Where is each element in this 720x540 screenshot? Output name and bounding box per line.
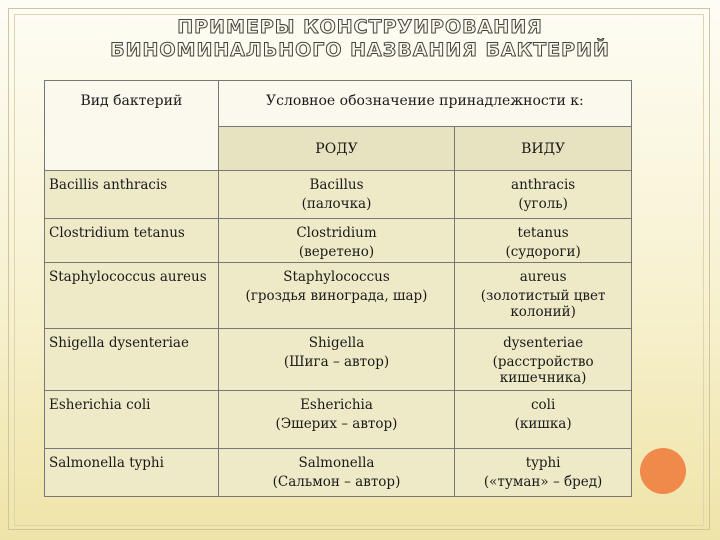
species-epithet-cell (455, 329, 632, 391)
species-cell: Staphylococcus aureus (45, 263, 219, 329)
genus-note: (гроздья винограда, шар) (245, 288, 428, 304)
genus-name: Shigella (308, 335, 365, 351)
table-row (45, 219, 632, 263)
genus-name: Staphylococcus (283, 269, 390, 285)
slide-title (40, 16, 680, 62)
species-epithet: tetanus (517, 225, 569, 241)
genus-note: (палочка) (301, 196, 372, 212)
species-epithet: dysenteriae (503, 335, 584, 351)
genus-cell (218, 171, 455, 219)
species-note: (кишка) (514, 416, 572, 432)
species-note: (расстройство кишечника) (492, 354, 594, 386)
genus-name: Bacillus (309, 177, 364, 193)
species-cell: Esherichia coli (45, 391, 219, 449)
decorative-orange-circle (640, 448, 686, 494)
species-note: (судороги) (505, 244, 581, 260)
title-line-2: БИНОМИНАЛЬНОГО НАЗВАНИЯ БАКТЕРИЙ (110, 39, 610, 61)
species-epithet-cell (455, 171, 632, 219)
species-epithet-cell (455, 219, 632, 263)
header-condition: Условное обозначение принадлежности к: (218, 81, 631, 127)
species-epithet-cell (455, 449, 632, 497)
genus-note: (Сальмон – автор) (272, 474, 401, 490)
genus-note: (Шига – автор) (283, 354, 390, 370)
genus-cell (218, 391, 455, 449)
species-cell: Shigella dysenteriae (45, 329, 219, 391)
genus-note: (веретено) (298, 244, 375, 260)
species-epithet-cell (455, 391, 632, 449)
table-header-row (45, 81, 632, 127)
table-row (45, 171, 632, 219)
species-note: (уголь) (518, 196, 568, 212)
genus-cell (218, 329, 455, 391)
species-cell: Salmonella typhi (45, 449, 219, 497)
table-row (45, 263, 632, 329)
species-epithet-cell (455, 263, 632, 329)
genus-cell (218, 219, 455, 263)
species-epithet: aureus (519, 269, 567, 285)
genus-name: Salmonella (298, 455, 375, 471)
table-row (45, 329, 632, 391)
header-species-col: ВИДУ (455, 127, 632, 171)
genus-note: (Эшерих – автор) (275, 416, 398, 432)
species-note: («туман» – бред) (483, 474, 603, 490)
genus-cell (218, 449, 455, 497)
species-note: (золотистый цвет колоний) (480, 288, 606, 320)
genus-name: Esherichia (300, 397, 373, 413)
genus-name: Clostridium (296, 225, 377, 241)
species-cell: Bacillis anthracis (45, 171, 219, 219)
title-line-1: ПРИМЕРЫ КОНСТРУИРОВАНИЯ (177, 16, 543, 38)
bacteria-naming-table (44, 80, 632, 497)
header-genus: РОДУ (218, 127, 455, 171)
table-row (45, 391, 632, 449)
species-epithet: typhi (525, 455, 561, 471)
species-epithet: anthracis (511, 177, 576, 193)
header-species: Вид бактерий (45, 81, 219, 171)
species-cell: Clostridium tetanus (45, 219, 219, 263)
table-row (45, 449, 632, 497)
genus-cell (218, 263, 455, 329)
species-epithet: coli (530, 397, 556, 413)
